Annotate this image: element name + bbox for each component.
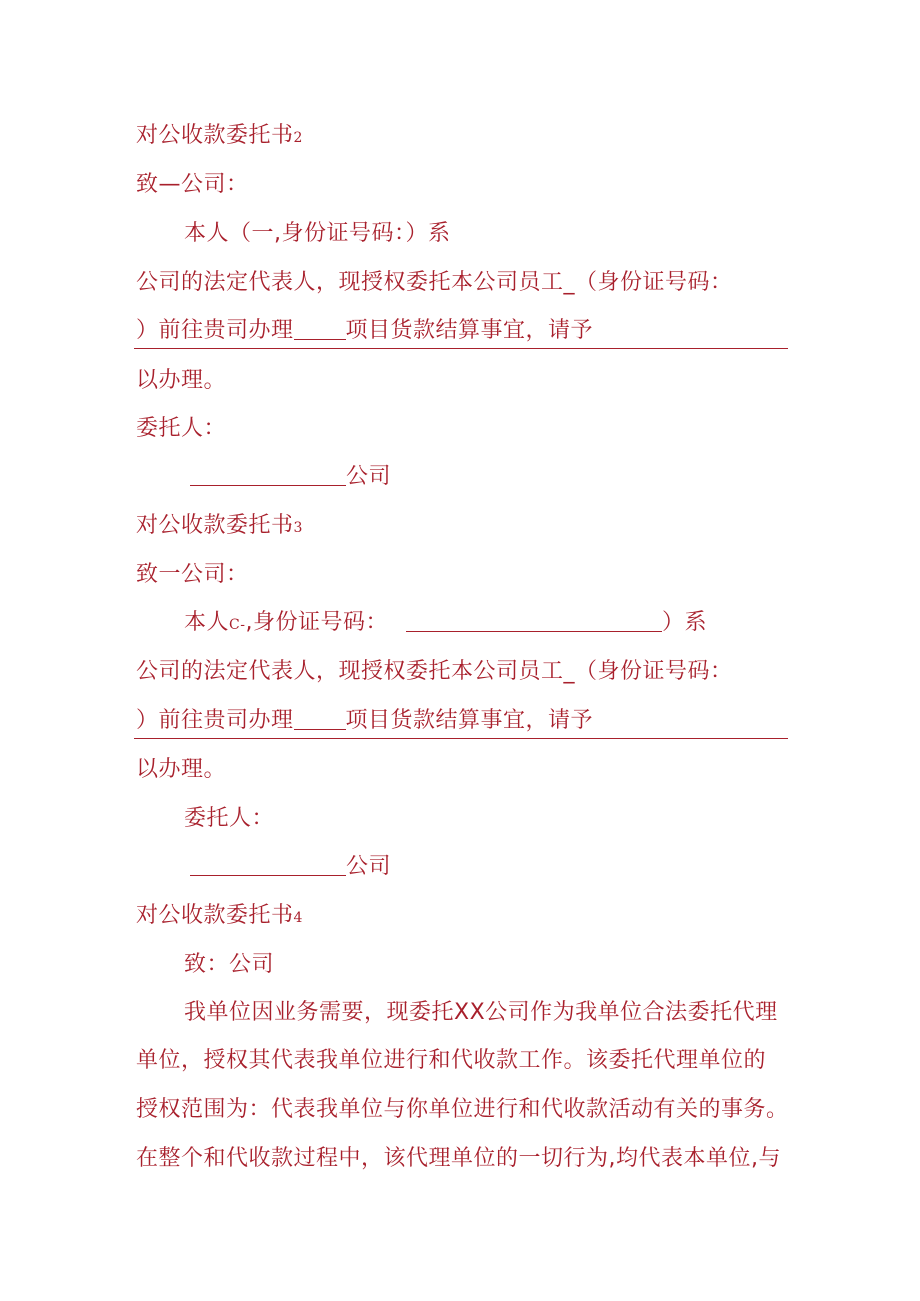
section-3-addressee: 致一公司： [136,562,249,587]
section-3-line-4: 以办理。 [136,757,227,782]
company-blank [190,465,346,486]
section-2-line-2: 公司的法定代表人，现授权委托本公司员工_（身份证号码： [136,270,733,295]
id-number-blank [406,611,662,632]
section-2-line-1: 本人（一,身份证号码：）系 [184,221,451,246]
section-2-principal-label: 委托人： [136,416,227,441]
section-4-paragraph-line-4: 在整个和代收款过程中，该代理单位的一切行为,均代表本单位,与 [136,1146,781,1171]
section-2-title: 对公收款委托书2 [136,123,303,148]
section-2-addressee: 致—公司： [136,172,249,197]
section-3-rule [134,738,788,739]
project-blank [294,709,346,730]
section-3-company-line: 公司 [190,852,391,882]
section-2-line-3: ）前往贵司办理 项目货款结算事宜，请予 [136,318,594,343]
section-3-line-2: 公司的法定代表人，现授权委托本公司员工_（身份证号码： [136,659,733,684]
section-3-principal-label: 委托人： [184,806,275,831]
section-4-paragraph-line-2: 单位，授权其代表我单位进行和代收款工作。该委托代理单位的 [136,1048,767,1073]
section-2-line-4: 以办理。 [136,368,227,393]
section-4-paragraph-line-1: 我单位因业务需要，现委托XX公司作为我单位合法委托代理 [184,1000,778,1025]
company-blank [190,855,346,876]
project-blank [294,319,346,340]
section-4-addressee: 致：公司 [184,952,275,977]
section-3-line-1: 本人C-,身份证号码： ）系 [184,610,707,635]
section-3-title: 对公收款委托书3 [136,513,303,538]
section-2-company-line: 公司 [190,462,391,492]
section-4-title: 对公收款委托书4 [136,903,303,928]
section-4-paragraph-line-3: 授权范围为：代表我单位与你单位进行和代收款活动有关的事务。 [136,1097,789,1122]
section-2-rule [134,348,788,349]
section-3-line-3: ）前往贵司办理 项目货款结算事宜，请予 [136,708,594,733]
